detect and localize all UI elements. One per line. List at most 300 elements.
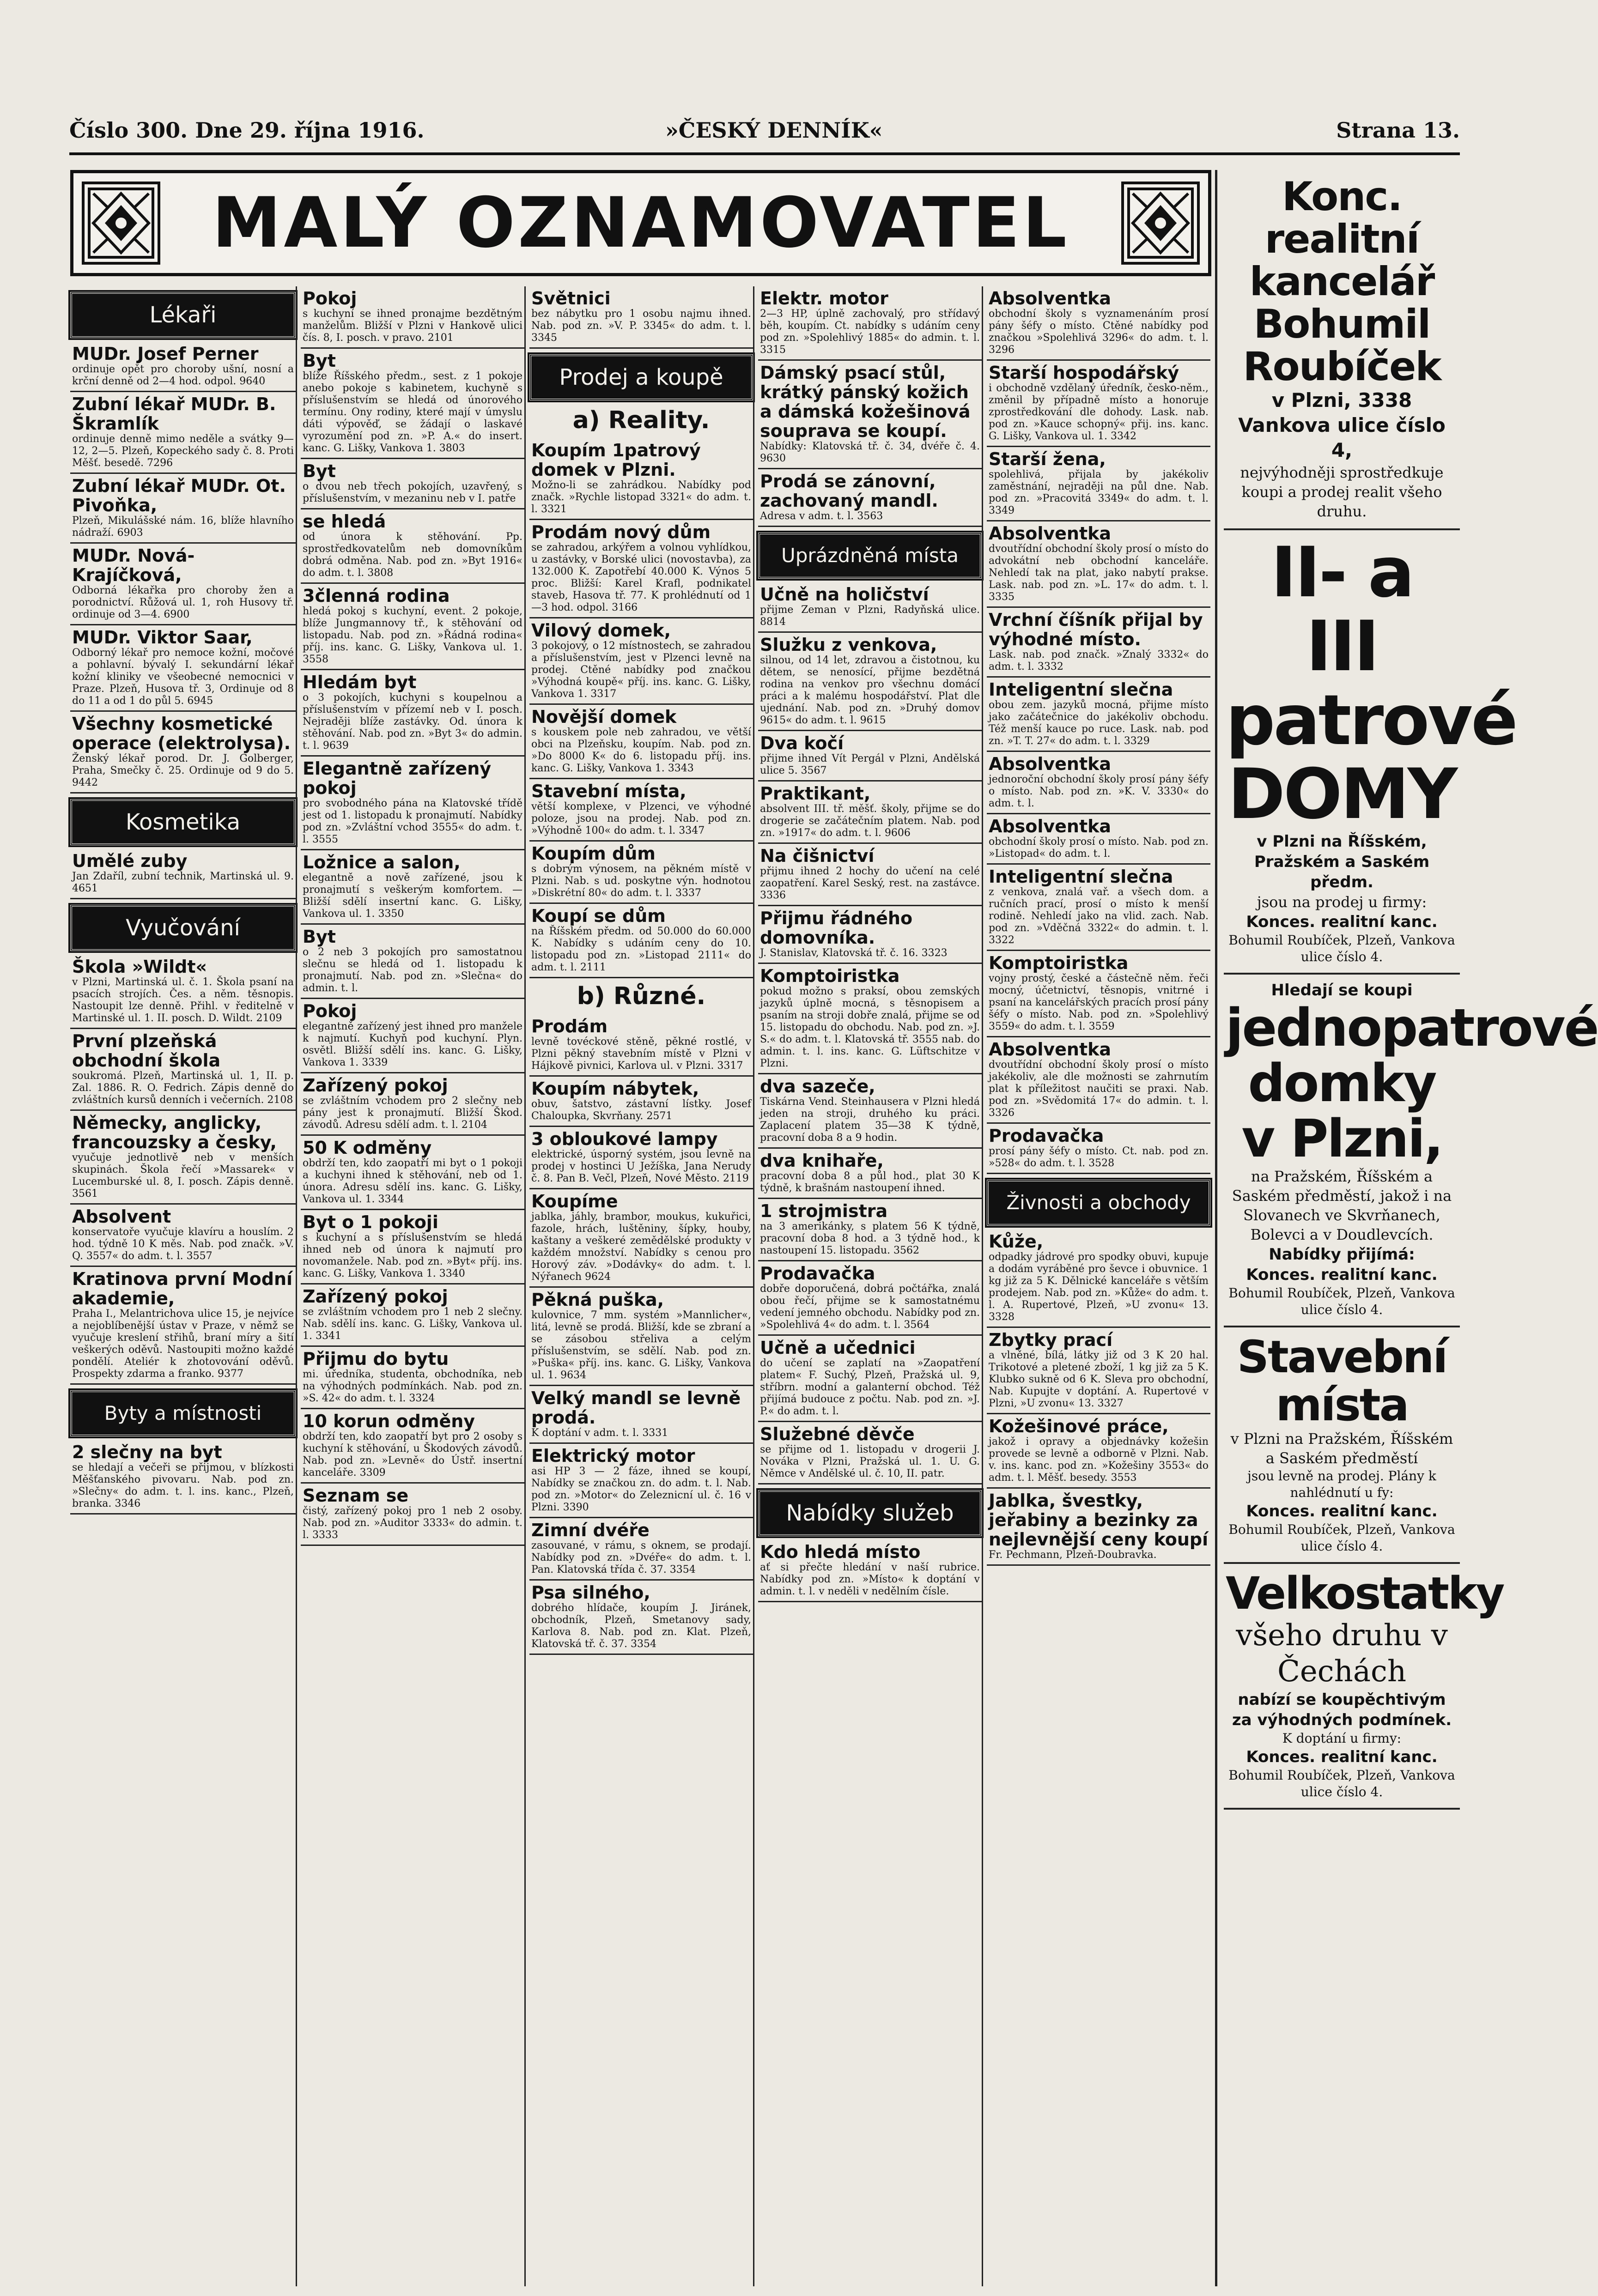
ad-title: Světnici (531, 288, 611, 309)
ad-body: vyučuje jednotlivě neb v menších skupinách. Škola řečí »Massarek« v Lucemburské ul. 8, I. posch. Zápis denně. 3561 (72, 1152, 294, 1199)
ad-title: Ložnice a salon, (303, 852, 461, 872)
ad-body: ať si přečte hledání v naší rubrice. Nabídky pod zn. »Místo« k doptání v admin. t. l. v neděli v nedělním čísle. (760, 1562, 980, 1597)
classified-ad (301, 349, 524, 459)
ad-body: asi HP 3 — 2 fáze, ihned se koupí, Nabídky se značkou zn. do adm. t. l. Nab. pod zn. »Motor« do Zeleznicní ul. č. 16 v Plzni. 3390 (531, 1466, 751, 1513)
classified-ad (758, 731, 982, 781)
ad-title: Absolventka (989, 816, 1112, 836)
ornament-right-icon (1124, 184, 1197, 262)
ad-title: Koupíme (531, 1191, 618, 1212)
section-heading: Lékaři (70, 292, 296, 338)
realty-ad-line: II- a III patrové (1226, 533, 1516, 761)
classified-ad (987, 678, 1210, 752)
ad-title: Koupím nábytek, (531, 1078, 699, 1099)
ad-body: bez nábytku pro 1 osobu najmu ihned. Nab. pod zn. »V. P. 3345« do adm. t. l. 3345 (531, 308, 751, 344)
classified-ad (301, 1409, 524, 1484)
classified-ad (758, 286, 982, 361)
ad-body: obdrží ten, kdo zaopatří byt pro 2 osoby s kuchyní k stěhování, u Škodových závodů. Nab. pod zn. »Levně« do Ústř. insertní kanceláře. 3309 (303, 1431, 523, 1478)
realty-ad-line: Stavební místa (1237, 1331, 1447, 1431)
ad-title: Všechny kosmetické operace (elektrolysa). (72, 714, 291, 753)
ad-title: Přijmu do bytu (303, 1349, 449, 1369)
classified-ad (301, 850, 524, 925)
ad-body: se přijme od 1. listopadu v drogerii J. Nováka v Plzni, Pražská ul. 1. U. G. Němce v Andělské ul. č. 10, II. patr. (760, 1444, 980, 1479)
ad-body: přijme Zeman v Plzni, Radyňská ulice. 8814 (760, 604, 980, 628)
ad-body: Možno-li se zahrádkou. Nabídky pod značk. »Rychle listopad 3321« do adm. t. l. 3321 (531, 479, 751, 515)
ad-body: přijmu ihned 2 hochy do učení na celé zaopatření. Karel Seský, rest. na zastávce. 3336 (760, 866, 980, 901)
newspaper-name: »ČESKÝ DENNÍK« (665, 118, 883, 143)
column-1 (70, 286, 296, 2286)
realty-ad-line: Konces. realitní kanc. (1246, 1748, 1438, 1766)
classified-ad (529, 286, 753, 349)
ad-body: Jan Zdaříl, zubní technik, Martinská ul. 9. 4651 (72, 871, 294, 894)
ad-body: Praha I., Melantrichova ulice 15, je nejvíce a nejoblíbenější ústav v Praze, v němž se vyučuje kreslení střihů, braní míry a šití veškerých oděvů. Nastoupiti možno každé pondělí. Ateliér k zhotovování oděvů. Prospekty zdarma a franko. 9377 (72, 1308, 294, 1380)
ad-title: Učně na holičství (760, 584, 929, 605)
ad-title: Pokoj (303, 1001, 357, 1021)
ad-title: Prodá se zánovní, zachovaný mandl. (760, 471, 938, 511)
classified-ad (758, 633, 982, 731)
classified-ad (529, 1444, 753, 1518)
ad-body: se hledají a večeři se přijmou, v blízkosti Měšťanského pivovaru. Nab. pod zn. »Slečny« do adm. t. l. ins. kanc., Plzeň, branka. 3346 (72, 1462, 294, 1509)
realty-ad-line: na Pražském, Říšském a Saském předměstí, jakož i na Slovanech ve Skvrňanech, Bolevci a v Doudlevcích. (1232, 1168, 1452, 1243)
ad-title: Zařízený pokoj (303, 1286, 448, 1307)
classified-ad (70, 1205, 296, 1267)
ad-title: Velký mandl se levně prodá. (531, 1388, 741, 1428)
ad-title: Inteligentní slečna (989, 679, 1173, 700)
classified-ad (70, 342, 296, 392)
banner-title: MALÝ OZNAMOVATEL (212, 183, 1069, 263)
ad-body: hledá pokoj s kuchyní, event. 2 pokoje, blíže Jungmannovy tř., k stěhování od listopadu. Nab. pod zn. »Řádná rodina« příj. ins. kanc. G. Lišky, Vankova ul. 1. 3558 (303, 606, 523, 665)
classified-ad (70, 392, 296, 474)
ad-title: dva knihaře, (760, 1151, 884, 1171)
ad-title: Pokoj (303, 288, 357, 309)
realty-ad-line: v Plzni, 3338 (1271, 389, 1412, 412)
ad-title: Vilový domek, (531, 620, 671, 641)
ad-title: Jablka, švestky, jeřabiny a bezinky za nejlevnější ceny koupí (989, 1490, 1209, 1550)
classified-ad (529, 1189, 753, 1288)
ad-body: do učení se zaplatí na »Zaopatření platem« F. Suchý, Plzeň, Pražská ul. 9, stříbrn. modní a galanterní obchod. Též přijímá budouce z počtu. Nab. pod zn. »J. P.« do adm. t. l. (760, 1357, 980, 1417)
classified-ad (987, 447, 1210, 521)
classified-ad (758, 906, 982, 964)
classified-ad (529, 1077, 753, 1127)
classified-ad (987, 951, 1210, 1037)
ad-title: Prodám (531, 1016, 608, 1036)
ad-title: 10 korun odměny (303, 1411, 475, 1431)
ad-body: 2—3 HP, úplně zachovalý, pro střídavý běh, koupím. Ct. nabídky s udáním ceny pod zn. »Spolehlivý 1885« do admin. t. l. 3315 (760, 308, 980, 356)
ad-body: na Říšském předm. od 50.000 do 60.000 K. Nabídky s udáním ceny do 10. listopadu pod zn. »Listopad 2111« do adm. t. l. 2111 (531, 926, 751, 973)
section-heading: Byty a místnosti (70, 1390, 296, 1436)
ad-title: Byt (303, 351, 336, 371)
ad-title: Absolventka (989, 1039, 1112, 1060)
ad-title: 1 strojmistra (760, 1201, 888, 1221)
ad-title: 3 obloukové lampy (531, 1129, 718, 1149)
ad-body: přijme ihned Vít Pergál v Plzni, Andělská ulice 5. 3567 (760, 753, 980, 776)
ad-body: mi. úředníka, studenta, obchodníka, neb na výhodných podmínkách. Nab. pod zn. »S. 42« do adm. t. l. 3324 (303, 1369, 523, 1404)
classified-ad (70, 1440, 296, 1515)
classified-ad (987, 752, 1210, 814)
classified-ad (301, 1484, 524, 1546)
ad-title: Elektrický motor (531, 1446, 695, 1466)
realty-ad-line: jsou na prodej u firmy: (1257, 893, 1427, 911)
ad-body: Plzeň, Mikulášské nám. 16, blíže hlavního nádraží. 6903 (72, 515, 294, 539)
ad-title: Zimní dvéře (531, 1520, 650, 1540)
ad-title: Byt (303, 927, 336, 947)
classified-ad (987, 361, 1210, 447)
classified-ad (987, 865, 1210, 951)
classified-ad (987, 521, 1210, 608)
classified-ad (529, 1288, 753, 1386)
classified-ad (758, 582, 982, 633)
realty-ad-line: jsou levně na prodej. Plány k nahlédnutí u fy: (1247, 1468, 1436, 1500)
ad-title: Komptoiristka (989, 953, 1129, 973)
ad-title: Služebné děvče (760, 1424, 915, 1444)
ad-title: Absolventka (989, 523, 1112, 544)
ad-title: Kratinova první Modní akademie, (72, 1269, 293, 1309)
subsection-heading: a) Reality. (572, 406, 710, 434)
classified-ad (301, 757, 524, 850)
ad-body: s kuchyní a s příslušenstvím se hledá ihned neb od února k najmutí pro novomanžele. Nab. pod zn. »Byt« příj. ins. kanc. G. Lišky, Vankova 1. 3340 (303, 1232, 523, 1279)
ad-title: Kůže, (989, 1231, 1044, 1252)
ad-body: pracovní doba 8 a půl hod., plat 30 K týdně, k brašnám nastoupení ihned. (760, 1170, 980, 1194)
ad-body: J. Stanislav, Klatovská tř. č. 16. 3323 (760, 947, 948, 959)
ad-title: Zbytky prací (989, 1330, 1113, 1350)
ad-body: silnou, od 14 let, zdravou a čistotnou, ku dětem, se nenosící, přijme bezdětná rodina na venkov pro všechnu domácí práci a k malému hospodářství. Plat dle ujednání. Nab. pod zn. »Druhý domov 9615« do adm. t. l. 9615 (760, 654, 980, 726)
section-heading: Kosmetika (70, 799, 296, 845)
ad-body: absolvent III. tř. měšť. školy, přijme se do drogerie se začátečním platem. Nab. pod zn. »1917« do adm. t. l. 9606 (760, 803, 980, 839)
ad-body: obchodní školy prosí o místo. Nab. pod zn. »Listopad« do adm. t. l. (989, 836, 1209, 860)
ad-title: 2 slečny na byt (72, 1442, 222, 1462)
classified-ad (301, 286, 524, 349)
ad-title: Elegantně zařízený pokoj (303, 758, 492, 798)
realty-ad-line: nabízí se koupěchtivým za výhodných podmínek. (1232, 1690, 1452, 1729)
ad-title: Novější domek (531, 707, 677, 727)
realty-ad-line: Bohumil Roubíček, Plzeň, Vankova ulice číslo 4. (1228, 1522, 1455, 1554)
realty-ad-line: jednopatrové domky v Plzni, (1226, 998, 1598, 1169)
classified-ad (758, 781, 982, 844)
realty-ad-line: K doptání u firmy: (1282, 1731, 1402, 1746)
classified-ad (758, 1261, 982, 1336)
ad-title: Pěkná puška, (531, 1290, 664, 1310)
ad-body: Fr. Pechmann, Plzeň-Doubravka. (989, 1549, 1157, 1561)
ad-body: s kuchyní se ihned pronajme bezdětným manželům. Bližší v Plzni v Hankově ulici čís. 8, I. posch. v pravo. 2101 (303, 308, 523, 344)
realty-ad-line: Hledají se koupi (1271, 981, 1413, 1000)
subsection-heading: b) Různé. (577, 982, 706, 1010)
classified-ad (301, 584, 524, 670)
ad-title: Kožešinové práce, (989, 1416, 1169, 1436)
ad-body: jablka, jáhly, brambor, moukus, kukuřici, fazole, hrách, luštěniny, šípky, houby, kaštany a veškeré zemědělské produkty v každém množství. Nabídky s cenou pro Horový záv. »Dodávky« do adm. t. l. Nýřanech 9624 (531, 1211, 751, 1283)
column-4 (753, 286, 982, 2286)
classified-ad (301, 925, 524, 999)
classified-ad (70, 849, 296, 899)
classified-ad (301, 999, 524, 1073)
ad-body: pro svobodného pána na Klatovské třídě jest od 1. listopadu k pronajmutí. Nabídky pod zn. »Zvláštní vchod 3555« do adm. t. l. 3555 (303, 798, 523, 845)
realty-ad (1224, 1564, 1504, 1810)
classified-ad (529, 520, 753, 618)
ad-body: dobře doporučená, dobrá počtářka, znalá obou řečí, přijme se k samostatnému vedení jemného obchodu. Nabídky pod zn. »Spolehlivá 4« do adm. t. l. 3564 (760, 1283, 980, 1331)
classified-ad (529, 1581, 753, 1655)
classified-ad (301, 1284, 524, 1347)
ad-body: o 2 neb 3 pokojích pro samostatnou slečnu se hledá od 1. listopadu k pronajmutí. Nab. pod zn. »Slečna« do admin. t. l. (303, 946, 523, 994)
classified-ad (758, 964, 982, 1074)
column-5 (982, 286, 1210, 2286)
realty-ad-line: Konces. realitní kanc. (1246, 1266, 1438, 1284)
ad-body: obchodní školy s vyznamenáním prosí pány šéfy o místo. Ctěné nabídky pod značkou »Spolehlivá 3296« do adm. t. l. 3296 (989, 308, 1209, 356)
realty-ad-line: Konces. realitní kanc. (1246, 1502, 1438, 1521)
realty-ad-line: Bohumil Roubíček (1243, 301, 1441, 390)
classified-ad (758, 1422, 982, 1484)
classified-ad (301, 509, 524, 584)
section-heading: Prodej a koupě (529, 354, 753, 400)
classified-ad (70, 712, 296, 794)
realty-ad-line: DOMY (1227, 754, 1456, 835)
ad-body: větší komplexe, v Plzenci, ve výhodné poloze, jsou na prodej. Nab. pod zn. »Výhodně 100« do adm. t. l. 3347 (531, 801, 751, 836)
ornament-left-icon (85, 184, 158, 262)
ad-title: Dámský psací stůl, krátký pánský kožich a dámská kožešinová souprava se koupí. (760, 363, 971, 441)
ad-title: Prodám nový dům (531, 522, 711, 542)
classified-ad (70, 544, 296, 625)
classified-ad (529, 1014, 753, 1077)
ad-title: Dva kočí (760, 733, 844, 753)
column-realty-ads (1215, 170, 1598, 2286)
ad-body: z venkova, znalá vař. a všech dom. a ručních prací, prosí o místo k menší rodině. Nehledí jako na vlid. zach. Nab. pod zn. »Vděčná 3322« do admin. t. l. 3322 (989, 886, 1209, 946)
classified-ad (987, 1328, 1210, 1414)
ad-body: čistý, zařízený pokoj pro 1 neb 2 osoby. Nab. pod zn. »Auditor 3333« do admin. t. l. 3333 (303, 1505, 523, 1541)
ad-body: od února k stěhování. Pp. sprostředkovatelům neb domovníkům dobrá odměna. Nab. pod zn. »Byt 1916« do adm. t. l. 3808 (303, 531, 523, 579)
realty-ad-line: Bohumil Roubíček, Plzeň, Vankova ulice číslo 4. (1228, 933, 1455, 964)
ad-body: obdrží ten, kdo zaopatří mi byt o 1 pokoji a kuchyni ihned k stěhování, neb od 1. února. Adresu sdělí ins. kanc. G. Lišky, Vankova ul. 1. 3344 (303, 1157, 523, 1205)
ad-title: Absolventka (989, 288, 1112, 309)
realty-ad (1224, 1327, 1460, 1564)
ad-title: Starší žena, (989, 449, 1106, 469)
issue-date: Číslo 300. Dne 29. října 1916. (69, 118, 425, 143)
ad-title: 50 K odměny (303, 1138, 432, 1158)
classified-ad (987, 1489, 1210, 1566)
ad-title: Koupí se dům (531, 906, 666, 926)
ad-title: Na čišnictví (760, 846, 875, 866)
ad-body: i obchodně vzdělaný úředník, česko-něm., změnil by případně místo a honoruje zprostředkování dle dohody. Lask. nab. pod zn. »Kauce schopný« přij. ins. kanc. G. Lišky, Vankova ul. 1. 3342 (989, 382, 1209, 442)
ad-body: vojny prostý, české a částečně něm. řeči mocný, účetnictví, těsnopis, vnitrné i psaní na kancelářských pracích prosí pány šéfy o místo. Nab. pod zn. »Spolehlivý 3559« do adm. t. l. 3559 (989, 973, 1209, 1032)
classified-ad (301, 459, 524, 509)
ad-title: Elektr. motor (760, 288, 888, 309)
ad-title: Byt o 1 pokoji (303, 1212, 438, 1232)
classified-ad (987, 286, 1210, 361)
classified-ad (529, 1518, 753, 1581)
realty-ad-line: v Plzni na Říšském, Pražském a Saském předm. (1254, 832, 1430, 891)
classified-ad (70, 474, 296, 544)
ad-body: pokud možno s praksí, obou zemských jazyků úplně mocná, s těsnopisem a psaním na stroji dobře znalá, přijme se od 15. listopadu do obchodu. Nab. pod zn. »J. S.« do adm. t. l. Klatovská tř. 3555 nab. do admin. t. l. ins. kanc. G. Lüftschitze v Plzni. (760, 986, 980, 1069)
classified-ad (301, 670, 524, 757)
classified-ad (758, 1336, 982, 1422)
ad-body: s dobrým výnosem, na pěkném místě v Plzni. Nab. s ud. poskytne výn. hodnotou »Diskrétní 80« do adm. t. l. 3337 (531, 863, 751, 899)
ad-title: Praktikant, (760, 783, 871, 804)
classified-ad (758, 469, 982, 527)
ad-title: Inteligentní slečna (989, 866, 1173, 887)
realty-ad-line: Konces. realitní kanc. (1246, 913, 1438, 931)
ad-body: dvoutřídní obchodní školy prosí o místo jakékoliv, ale dle možnosti se zahrnutím plat k příležitost naučiti se praxi. Nab. pod zn. »Svědomitá 17« do admin. t. l. 3326 (989, 1059, 1209, 1119)
classified-ad (529, 779, 753, 842)
classified-ad (529, 438, 753, 520)
ad-title: Komptoiristka (760, 966, 900, 986)
ad-title: Zubní lékař MUDr. Ot. Pivoňka, (72, 476, 286, 515)
ad-title: 3členná rodina (303, 586, 450, 606)
realty-ad-line: Bohumil Roubíček, Plzeň, Vankova ulice číslo 4. (1228, 1768, 1455, 1799)
ad-body: Tiskárna Vend. Steinhausera v Plzni hledá jeden na stroji, druhého ku práci. Zaplacení platem 35—38 K týdně, pracovní doba 8 a 9 hodin. (760, 1096, 980, 1144)
ad-title: Hledám byt (303, 672, 417, 692)
realty-ad-line: nejvýhodněji sprostředkuje koupi a prodej realit všeho druhu. (1240, 464, 1444, 520)
realty-ad-line: všeho druhu v Čechách (1236, 1618, 1448, 1689)
ad-title: Umělé zuby (72, 851, 188, 871)
ad-body: o dvou neb třech pokojích, uzavřený, s příslušenstvím, v mezaninu neb v I. patře (303, 481, 523, 504)
ad-title: Zubní lékař MUDr. B. Škramlík (72, 394, 276, 434)
section-heading: Uprázdněná místa (758, 533, 982, 579)
classified-ad (70, 955, 296, 1029)
ad-body: kulovnice, 7 mm. systém »Mannlicher«, litá, levně se prodá. Bližší, kde se zbraní a se zásobou střeliva a celým příslušenstvím, se sdělí. Nab. pod zn. »Puška« příj. ins. kanc. G. Lišky, Vankova ul. 1. 9634 (531, 1309, 751, 1381)
realty-ad (1224, 530, 1516, 975)
classified-ad (70, 1029, 296, 1111)
ad-title: Učně a učednici (760, 1338, 916, 1358)
realty-ad-line: Bohumil Roubíček, Plzeň, Vankova ulice číslo 4. (1228, 1285, 1455, 1317)
classified-ad (987, 1037, 1210, 1124)
ad-body: na 3 amerikánky, s platem 56 K týdně, pracovní doba 8 hod. a 3 týdně hod., k nastoupení 15. listopadu. 3562 (760, 1221, 980, 1256)
ad-title: Přijmu řádného domovníka. (760, 908, 913, 948)
page-number: Strana 13. (1336, 118, 1460, 143)
classified-ad (758, 361, 982, 469)
classified-ad (758, 1540, 982, 1602)
ad-body: v Plzni, Martinská ul. č. 1. Škola psaní na psacích strojích. Čes. a něm. těsnopis. Nastoupit lze denně. Přihl. v ředitelně v Martinské ul. 1. II. posch. D. Wildt. 2109 (72, 976, 294, 1024)
ad-title: Škola »Wildt« (72, 957, 207, 977)
ad-title: Byt (303, 461, 336, 481)
masthead (69, 118, 1460, 150)
classified-ad (301, 1136, 524, 1210)
ad-title: MUDr. Viktor Saar, (72, 627, 253, 648)
ad-title: První plzeňská obchodní škola (72, 1031, 221, 1071)
ad-body: obou zem. jazyků mocná, přijme místo jako začátečnice do jakékoliv obchodu. Též menší kauce po ruce. Lask. nab. pod zn. »T. T. 27« do adm. t. l. 3329 (989, 699, 1209, 747)
ad-body: elegantně zařízený jest ihned pro manžele k najmutí. Kuchyň pod kuchyní. Plyn. osvětl. Bližší sdělí ins. kanc. G. Lišky, Vankova 1. 3339 (303, 1021, 523, 1068)
classified-ad (758, 1074, 982, 1149)
ad-title: Prodavačka (760, 1263, 875, 1284)
ad-title: Německy, anglicky, francouzsky a česky, (72, 1113, 277, 1152)
ad-body: jednoroční obchodní školy prosí pány šéfy o místo. Nab. pod zn. »K. V. 3330« do adm. t. l. (989, 774, 1209, 809)
ad-body: se zvláštním vchodem pro 1 neb 2 slečny. Nab. sdělí ins. kanc. G. Lišky, Vankova ul. 1. 3341 (303, 1306, 523, 1342)
ad-title: dva sazeče, (760, 1076, 875, 1097)
classified-ad (987, 814, 1210, 865)
classified-ad (758, 844, 982, 906)
classified-ad (987, 1124, 1210, 1174)
section-banner (70, 170, 1211, 276)
classified-ad (301, 1347, 524, 1409)
section-heading: Vyučování (70, 905, 296, 951)
ad-body: odpadky jádrové pro spodky obuvi, kupuje a dodám vyráběné pro ševce i obuvnice. 1 kg již za 5 K. Dělnické kanceláře s větším prodejem. Nab. pod zn. »Kůže« do adm. t. l. A. Rupertové, Plzeň, »U zvonu« 13. 3328 (989, 1251, 1209, 1323)
ad-body: zasouvané, v rámu, s oknem, se prodají. Nabídky pod zn. »Dvéře« do adm. t. l. Pan. Klatovská třída č. 37. 3354 (531, 1540, 751, 1575)
ad-body: se zvláštním vchodem pro 2 slečny neb pány jest k pronajmutí. Bližší Škod. závodů. Adresu sdělí adm. t. l. 2104 (303, 1095, 523, 1131)
ad-body: elegantně a nově zařízené, jsou k pronajmutí s veškerým komfortem. — Bližší sdělí insertní kanc. G. Lišky, Vankova ul. 1. 3350 (303, 872, 523, 920)
ad-title: Vrchní číšník přijal by výhodné místo. (989, 610, 1203, 649)
ad-title: Služku z venkova, (760, 635, 937, 655)
ad-body: o 3 pokojích, kuchyni s koupelnou a příslušenstvím v přízemí neb v I. posch. Nejraději blíže zastávky. Od. února k stěhování. Nab. pod zn. »Byt 3« do admin. t. l. 9639 (303, 692, 523, 751)
ad-title: Seznam se (303, 1485, 409, 1506)
ad-title: se hledá (303, 511, 386, 532)
ad-title: MUDr. Josef Perner (72, 344, 259, 364)
classified-ad (70, 625, 296, 712)
classified-ad (529, 1127, 753, 1189)
ad-title: Koupím dům (531, 843, 656, 864)
ad-title: Prodavačka (989, 1126, 1104, 1146)
ad-body: s kouskem pole neb zahradou, ve větší obci na Plzeňsku, koupím. Nab. pod zn. »Do 8000 K« do 6. listopadu příj. ins. kanc. G. Lišky, Vankova 1. 3343 (531, 727, 751, 774)
ad-body: Odborný lékař pro nemoce kožní, močové a pohlavní. bývalý I. sekundární lékař kožní kliniky ve všeobecné nemocnici v Praze. Plzeň, Husova tř. 3, Ordinuje od 8 do 11 a od 1 do půl 5. 6945 (72, 647, 294, 707)
column-2 (296, 286, 524, 2286)
ad-title: Koupím 1patrový domek v Plzni. (531, 440, 701, 480)
ad-body: prosí pány šéfy o místo. Ct. nab. pod zn. »528« do adm. t. l. 3528 (989, 1145, 1209, 1169)
classified-ad (301, 1073, 524, 1136)
ad-body: konservatoře vyučuje klavíru a houslím. 2 hod. týdně 10 K měs. Nab. pod značk. »V. Q. 3557« do adm. t. l. 3557 (72, 1226, 294, 1262)
classified-ad (529, 705, 753, 779)
realty-ad (1224, 170, 1460, 530)
ad-title: Starší hospodářský (989, 363, 1179, 383)
ad-body: Lask. nab. pod značk. »Znalý 3332« do adm. t. l. 3332 (989, 649, 1209, 672)
classified-ad (987, 1414, 1210, 1489)
ad-title: Psa silného, (531, 1582, 650, 1603)
ad-title: Absolventka (989, 754, 1112, 774)
ornament-icon (82, 182, 160, 265)
ad-body: dvoutřídní obchodní školy prosí o místo do advokátní neb obchodní kanceláře. Nehledí tak na plat, jako nabytí prakse. Lask. nab. pod zn. »L. 17« do adm. t. l. 3335 (989, 543, 1209, 603)
ad-body: levně tovéckové stěně, pěkné rostlé, v Plzni pěkný stavebním místě v Plzni v Hájkově pivnici, Karlova ul. v Plzni. 3317 (531, 1036, 751, 1072)
section-heading: Nabídky služeb (758, 1490, 982, 1536)
classified-ad (70, 1111, 296, 1205)
classified-ad (301, 1210, 524, 1284)
ad-body: elektrické, úsporný systém, jsou levně na prodej v hostinci U Ježíška, Jana Nerudy č. 8. Pan B. Večl, Plzeň, Nové Město. 2119 (531, 1149, 751, 1184)
ad-title: Zařízený pokoj (303, 1075, 448, 1096)
ad-title: Absolvent (72, 1206, 171, 1227)
ad-body: a vlněné, bílá, látky již od 3 K 20 hal. Trikotové a pletené zboží, 1 kg již za 5 K. Klubko sukně od 6 K. Sleva pro obchodní, Nab. Kupujte v doptání. A. Rupertové v Plzni, »U zvonu« 13. 3327 (989, 1350, 1209, 1409)
ad-body: Odborná lékařka pro choroby žen a porodnictví. Růžová ul. 1, roh Husovy tř. ordinuje od 3—4. 6900 (72, 585, 294, 620)
classified-ad (529, 1386, 753, 1444)
classified-ad (70, 1267, 296, 1385)
realty-ad (1224, 975, 1598, 1327)
ad-body: Ženský lékař porod. Dr. J. Golberger, Praha, Smečky č. 25. Ordinuje od 9 do 5. 9442 (72, 753, 294, 788)
classified-ad (758, 1199, 982, 1261)
ad-body: 3 pokojový, o 12 místnostech, se zahradou a příslušenstvím, jest v Plzenci levně na prodej. Ctěné nabídky pod značkou »Výhodná koupě« příj. ins. kanc. G. Lišky, Vankova 1. 3317 (531, 640, 751, 700)
ad-body: spolehlivá, přijala by jakékoliv zaměstnání, nejraději na půl dne. Nab. pod zn. »Pracovitá 3349« do adm. t. l. 3349 (989, 469, 1209, 516)
ad-body: obuv, šatstvo, zástavní lístky. Josef Chaloupka, Skvrňany. 2571 (531, 1098, 751, 1122)
ad-body: Nabídky: Klatovská tř. č. 34, dvéře č. 4. 9630 (760, 441, 980, 464)
ad-body: Adresa v adm. t. l. 3563 (760, 510, 883, 522)
ad-body: soukromá. Plzeň, Martinská ul. 1, II. p. Zal. 1886. R. O. Fedrich. Zápis denně do zvláštních kursů denních i večerních. 2108 (72, 1070, 294, 1106)
classified-ad (529, 904, 753, 978)
classified-ad (529, 618, 753, 705)
ad-body: ordinuje denně mimo neděle a svátky 9—12, 2—5. Plzeň, Kopeckého sady č. 8. Proti Měšť. besedě. 7296 (72, 433, 294, 469)
ad-body: dobrého hlídače, koupím J. Jiránek, obchodník, Plzeň, Smetanovy sady, Karlova 8. Nab. pod zn. Klat. Plzeň, Klatovská tř. č. 37. 3354 (531, 1602, 751, 1650)
ornament-icon (1121, 182, 1200, 265)
ad-title: Stavební místa, (531, 781, 687, 801)
classified-ad (529, 842, 753, 904)
ad-title: Kdo hledá místo (760, 1542, 921, 1562)
section-heading: Živnosti a obchody (987, 1180, 1210, 1226)
realty-ad-line: Vankova ulice číslo 4, (1238, 414, 1446, 461)
realty-ad-line: v Plzni na Pražském, Říšském a Saském předměstí (1230, 1430, 1453, 1467)
classified-ad (987, 1230, 1210, 1328)
realty-ad-line: Konc. realitní kancelář (1249, 174, 1434, 305)
ad-body: blíže Říšského předm., sest. z 1 pokoje anebo pokoje s kabinetem, kuchyně s příslušenstvím se hledá od únorového termínu. Ony rodiny, které mají v úmyslu dáti výpověď, se žádají o laskavé vyrozumění pod zn. »P. A.« do insert. kanc. G. Lišky, Vankova 1. 3803 (303, 370, 523, 454)
ad-body: ordinuje opět pro choroby ušní, nosní a krční denně od 2—4 hod. odpol. 9640 (72, 363, 294, 387)
ad-body: se zahradou, arkýřem a volnou vyhlídkou, u zastávky, v Borské ulici (novostavba), za 132.000 K. Zapotřebí 40.000 K. Výnos 5 proc. Bližší: Karel Krafl, podnikatel staveb, Hasova tř. 77. K prohlédnutí od 1—3 hod. odpol. 3166 (531, 542, 751, 613)
ad-title: MUDr. Nová-Krajíčková, (72, 545, 195, 585)
realty-ad-line: Velkostatky (1226, 1568, 1504, 1619)
classified-ad (987, 608, 1210, 678)
classified-ad (758, 1149, 982, 1199)
column-3 (524, 286, 753, 2286)
realty-ad-line: Nabídky přijímá: (1269, 1245, 1415, 1264)
masthead-rule (69, 152, 1460, 155)
ad-body: K doptání v adm. t. l. 3331 (531, 1427, 668, 1439)
ad-body: jakož i opravy a objednávky kožešin provede se levně a odborně v Plzni. Nab. v. ins. kanc. pod zn. »Kožešiny 3553« do adm. t. l. Měšť. besedy. 3553 (989, 1436, 1209, 1484)
